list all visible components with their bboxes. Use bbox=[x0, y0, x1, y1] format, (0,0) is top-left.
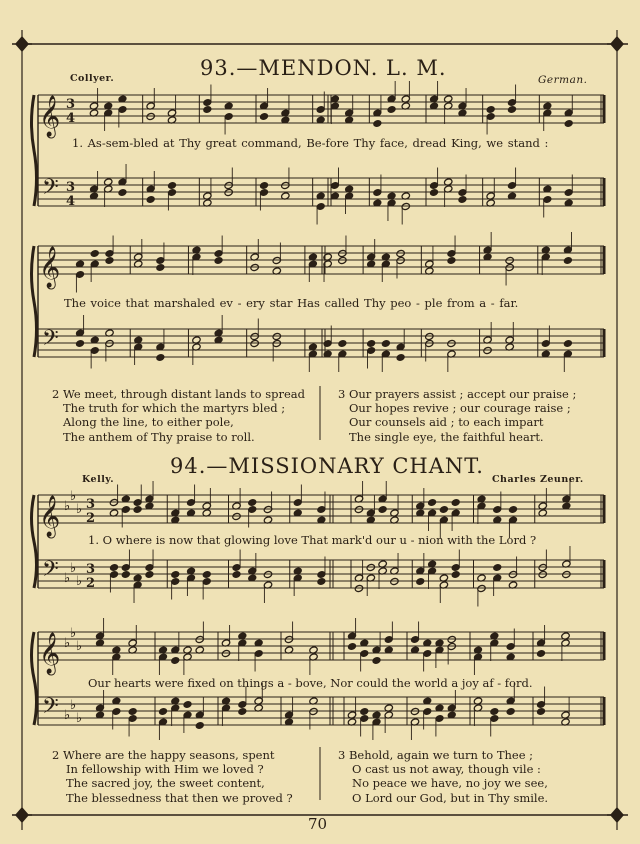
note bbox=[250, 263, 259, 271]
note bbox=[429, 188, 438, 196]
note bbox=[562, 570, 571, 578]
note bbox=[146, 195, 155, 203]
note bbox=[248, 498, 257, 506]
note bbox=[447, 339, 456, 347]
note bbox=[427, 498, 436, 506]
flat-icon: ♭ bbox=[76, 711, 83, 726]
note bbox=[109, 563, 118, 571]
note bbox=[506, 707, 515, 715]
note bbox=[451, 570, 460, 578]
treble-clef-icon: 𝄞 bbox=[39, 496, 61, 537]
bass-clef-icon: 𝄢 bbox=[42, 557, 59, 587]
note bbox=[381, 339, 390, 347]
page-number: 70 bbox=[308, 815, 328, 833]
treble-clef-icon: 𝄞 bbox=[39, 247, 61, 288]
note bbox=[387, 105, 396, 113]
note bbox=[183, 700, 192, 708]
note bbox=[410, 707, 419, 715]
note bbox=[263, 570, 272, 578]
time-signature-bottom: 2 bbox=[86, 576, 96, 591]
hymn-93-author: Collyer. bbox=[70, 73, 115, 84]
note bbox=[354, 584, 363, 592]
note bbox=[451, 498, 460, 506]
note bbox=[372, 656, 381, 664]
hymn-93-lyrics-line1: 1. As-sem-bled at Thy great command, Be-fore Thy face, dread King, we stand : bbox=[72, 136, 549, 150]
flat-icon: ♭ bbox=[70, 561, 77, 576]
note bbox=[171, 656, 180, 664]
note bbox=[317, 577, 326, 585]
note bbox=[75, 339, 84, 347]
hymn-94-lyrics-line1: 1. O where is now that glowing love That mark'd our u - nion with the Lord ? bbox=[88, 533, 537, 547]
note bbox=[507, 105, 516, 113]
time-signature-top: 3 bbox=[66, 97, 76, 112]
time-signature-top: 3 bbox=[86, 497, 96, 512]
treble-clef-icon: 𝄞 bbox=[39, 96, 61, 137]
flat-icon: ♭ bbox=[76, 639, 83, 654]
note bbox=[483, 346, 492, 354]
note bbox=[232, 570, 241, 578]
note bbox=[167, 181, 176, 189]
note bbox=[146, 112, 155, 120]
note bbox=[156, 263, 165, 271]
note bbox=[145, 570, 154, 578]
note bbox=[90, 249, 99, 257]
note bbox=[538, 570, 547, 578]
note bbox=[439, 505, 448, 513]
note bbox=[338, 256, 347, 264]
flat-icon: ♭ bbox=[64, 708, 71, 723]
note bbox=[221, 649, 230, 657]
hymn-94-title: 94.—MISSIONARY CHANT. bbox=[170, 454, 484, 478]
hymn-93-composer: German. bbox=[538, 74, 588, 86]
note bbox=[232, 512, 241, 520]
note bbox=[396, 249, 405, 257]
note bbox=[425, 332, 434, 340]
note bbox=[259, 112, 268, 120]
hymn-94-author: Kelly. bbox=[82, 474, 115, 485]
note bbox=[338, 339, 347, 347]
treble-clef-icon: 𝄞 bbox=[39, 633, 61, 674]
note bbox=[214, 256, 223, 264]
note bbox=[224, 188, 233, 196]
note bbox=[490, 707, 499, 715]
note bbox=[493, 563, 502, 571]
note bbox=[564, 119, 573, 127]
note bbox=[105, 256, 114, 264]
note bbox=[390, 577, 399, 585]
brace bbox=[32, 246, 37, 357]
flat-icon: ♭ bbox=[70, 626, 77, 641]
flat-icon: ♭ bbox=[70, 698, 77, 713]
hymn-93-title: 93.—MENDON. L. M. bbox=[200, 56, 447, 80]
note bbox=[195, 721, 204, 729]
time-signature-bottom: 4 bbox=[66, 111, 76, 126]
note bbox=[347, 642, 356, 650]
time-signature-bottom: 2 bbox=[86, 511, 96, 526]
note bbox=[366, 339, 375, 347]
note bbox=[447, 635, 456, 643]
note bbox=[128, 707, 137, 715]
note bbox=[133, 505, 142, 513]
bass-clef-icon: 𝄢 bbox=[42, 326, 59, 356]
hymn-94-lyrics-line2: Our hearts were fixed on things a - bove, Nor could the world a joy af - ford. bbox=[88, 676, 533, 690]
note bbox=[354, 505, 363, 513]
note bbox=[171, 570, 180, 578]
flat-icon: ♭ bbox=[64, 636, 71, 651]
note bbox=[536, 649, 545, 657]
note bbox=[366, 563, 375, 571]
note bbox=[563, 256, 572, 264]
note bbox=[378, 505, 387, 513]
brace bbox=[32, 495, 37, 588]
hymn-94-verse-2: 2 Where are the happy seasons, spent In fellowship with Him we loved ? The sacred joy, the sweet content, The blessedness that then we proved ? bbox=[52, 748, 293, 805]
note bbox=[563, 339, 572, 347]
note bbox=[486, 105, 495, 113]
brace bbox=[32, 95, 37, 206]
note bbox=[202, 570, 211, 578]
flat-icon: ♭ bbox=[64, 571, 71, 586]
note bbox=[118, 188, 127, 196]
flat-icon: ♭ bbox=[64, 499, 71, 514]
note bbox=[250, 339, 259, 347]
time-signature-bottom: 4 bbox=[66, 194, 76, 209]
note bbox=[396, 353, 405, 361]
note bbox=[373, 119, 382, 127]
note bbox=[158, 707, 167, 715]
brace bbox=[32, 632, 37, 725]
bass-clef-icon: 𝄢 bbox=[42, 175, 59, 205]
flat-icon: ♭ bbox=[70, 489, 77, 504]
note bbox=[505, 256, 514, 264]
time-signature-top: 3 bbox=[86, 562, 96, 577]
hymn-94-composer: Charles Zeuner. bbox=[492, 474, 584, 485]
note bbox=[272, 332, 281, 340]
note bbox=[259, 181, 268, 189]
flat-icon: ♭ bbox=[76, 574, 83, 589]
flat-icon: ♭ bbox=[76, 502, 83, 517]
note bbox=[508, 505, 517, 513]
note bbox=[203, 105, 212, 113]
hymn-93-lyrics-line2: The voice that marshaled ev - ery star Has called Thy peo - ple from a - far. bbox=[64, 296, 519, 310]
note bbox=[156, 353, 165, 361]
note bbox=[536, 707, 545, 715]
note bbox=[447, 256, 456, 264]
bass-clef-icon: 𝄢 bbox=[42, 694, 59, 724]
hymn-93-verse-2: 2 We meet, through distant lands to spread The truth for which the martyrs bled ; Along the line, to either pole, The anthem of Thy praise to roll. bbox=[52, 387, 305, 444]
hymn-94-verse-3: 3 Behold, again we turn to Thee ; O cast us not away, though vile : No peace we have, no joy we see, O Lord our God, but in Thy smile. bbox=[338, 748, 549, 805]
note bbox=[416, 577, 425, 585]
hymn-93-verse-3: 3 Our prayers assist ; accept our praise ; Our hopes revive ; our courage raise ; Our counsels aid ; to each impart The single eye, the faithful heart. bbox=[338, 387, 577, 444]
note bbox=[238, 707, 247, 715]
time-signature-top: 3 bbox=[66, 180, 76, 195]
note bbox=[458, 195, 467, 203]
note bbox=[121, 570, 130, 578]
note bbox=[360, 707, 369, 715]
